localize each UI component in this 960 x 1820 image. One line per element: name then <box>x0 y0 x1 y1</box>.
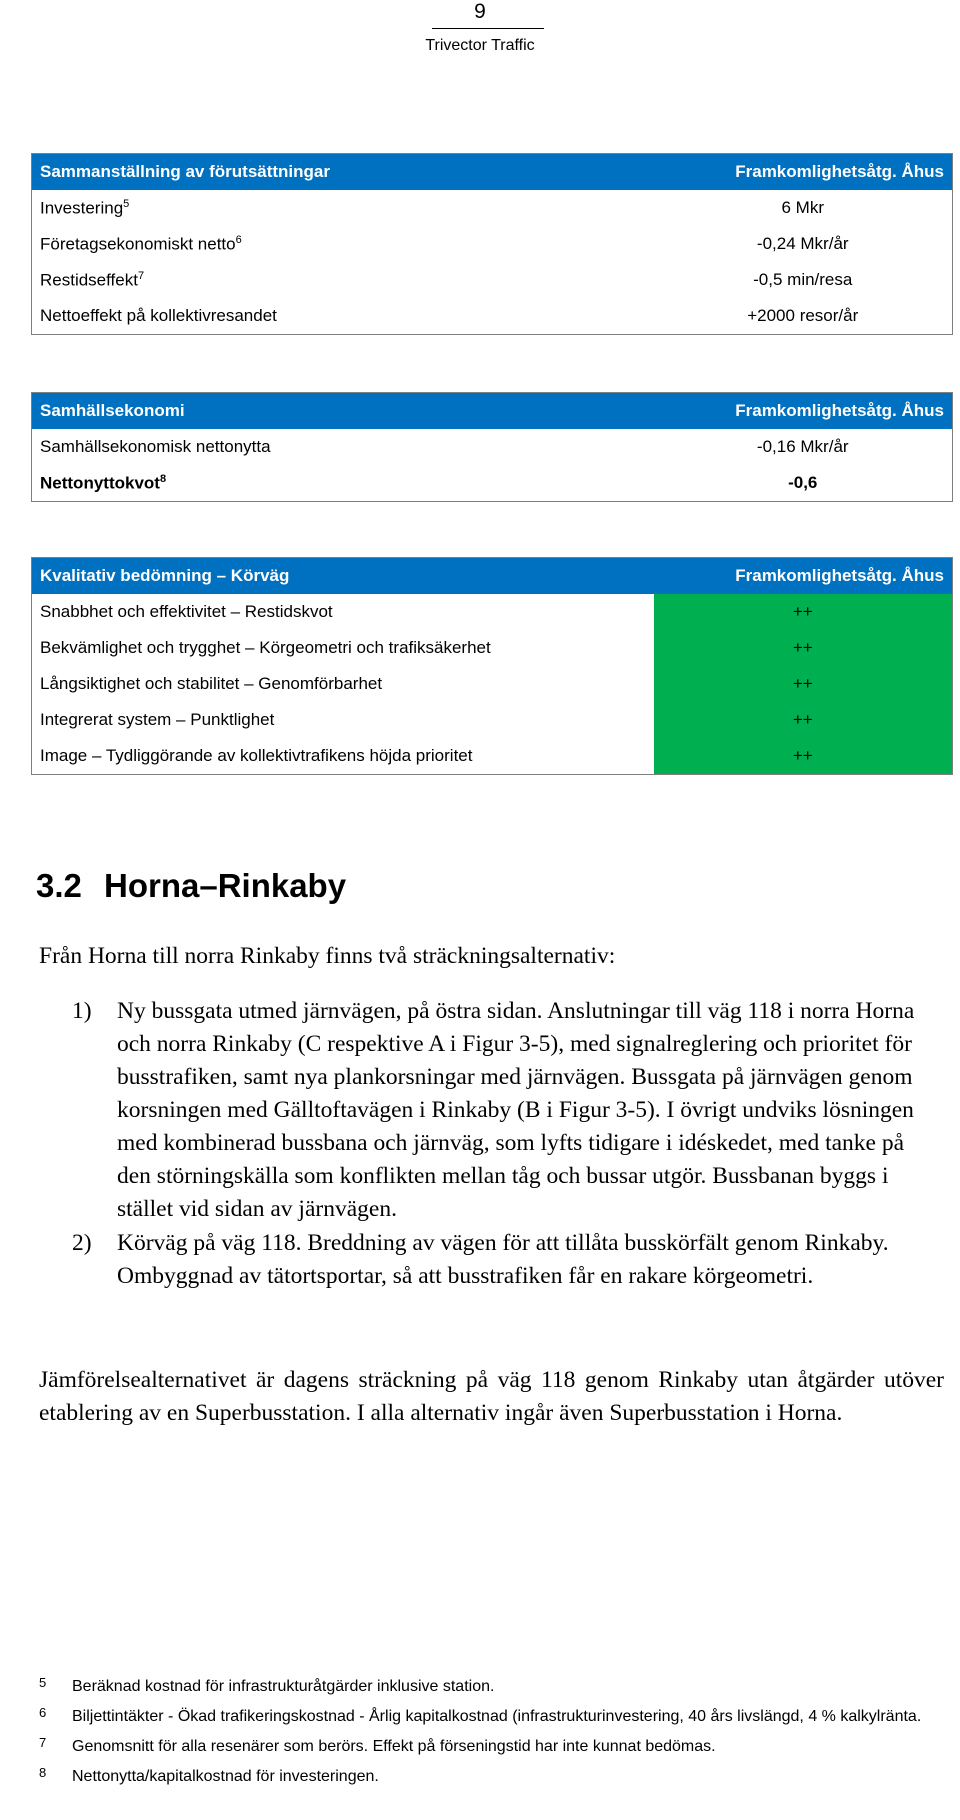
row-label: Investering$^5$ <box>40 197 130 218</box>
section-heading <box>36 866 346 906</box>
table-row <box>32 298 953 335</box>
table-row <box>32 666 953 702</box>
row-label: Image – Tydliggörande av kollektivtrafikens höjda prioritet <box>40 746 473 765</box>
row-value: -0,24 Mkr/år <box>756 234 849 253</box>
footnote-number: 7 <box>39 1735 47 1750</box>
list-item <box>72 1227 942 1293</box>
footnote-ref: 5 <box>123 197 130 210</box>
footnote-text: Genomsnitt för alla resenärer som berörs. Effekt på förseningstid har inte kunnat bedömas. <box>72 1738 716 1755</box>
footnote-text: Biljettintäkter - Ökad trafikeringskostnad - Årlig kapitalkostnad (infrastrukturinvestering, 40 års livslängd, 4 % kalkylränta. <box>72 1708 922 1725</box>
section-number: 3.2 <box>36 867 82 904</box>
alternatives-list <box>72 995 942 1293</box>
table-header-row <box>32 558 953 595</box>
table-header-label: Sammanställning av förutsättningar <box>32 154 654 191</box>
row-label: Restidseffekt$^7$ <box>40 269 145 290</box>
section-title: Horna–Rinkaby <box>104 867 347 904</box>
table-row <box>32 465 953 502</box>
footnote-number: 8 <box>39 1765 47 1780</box>
list-text: Körväg på väg 118. Breddning av vägen för att tillåta busskörfält genom Rinkaby. Ombyggnad av tätortsportar, så att busstrafiken får en rakare körgeometri. <box>117 1230 889 1289</box>
footnote <box>39 1736 944 1757</box>
table-header-row <box>32 154 953 191</box>
table-row <box>32 702 953 738</box>
row-value: +2000 resor/år <box>747 306 859 325</box>
page-number: 9 <box>474 0 486 23</box>
qualitative-table <box>31 557 953 775</box>
table-row <box>32 738 953 775</box>
table-row <box>32 226 953 262</box>
table-row <box>32 630 953 666</box>
row-label: Snabbhet och effektivitet – Restidskvot <box>40 602 333 621</box>
footnote-ref: 7 <box>137 269 145 282</box>
footnote-number: 6 <box>39 1705 47 1720</box>
table-header-column: Framkomlighetsåtg. Åhus <box>654 393 953 430</box>
row-label: Företagsekonomiskt netto$^6$ <box>40 233 242 254</box>
summary-table <box>31 153 953 335</box>
table-header-column: Framkomlighetsåtg. Åhus <box>654 558 953 595</box>
table-row <box>32 594 953 630</box>
footnote-number: 5 <box>39 1675 47 1690</box>
rating-cell: ++ <box>654 738 953 775</box>
footnote <box>39 1676 944 1697</box>
list-text: Ny bussgata utmed järnvägen, på östra sidan. Anslutningar till väg 118 i norra Horna och norra Rinkaby (C respektive A i Figur 3-5), med signalreglering och prioritet för busstrafiken, samt nya plankorsningar med järnvägen. Bussgata på järnvägen genom korsningen med Gälltoftavägen i Rinkaby (B i Figur 3-5). I övrigt undviks lösningen med kombinerad bussbana och järnväg, som lyfts tidigare i idéskedet, med tanke på den störningskälla som konflikten mellan tåg och bussar utgör. Bussbanan byggs i stället vid sidan av järnvägen. <box>117 998 915 1222</box>
row-label: Långsiktighet och stabilitet – Genomförbarhet <box>40 674 383 693</box>
rating-cell: ++ <box>654 594 953 630</box>
row-value: -0,5 min/resa <box>753 270 853 289</box>
list-item <box>72 995 942 1226</box>
footnote <box>39 1706 944 1727</box>
footnote-text: Beräknad kostnad för infrastrukturåtgärder inklusive station. <box>72 1678 495 1695</box>
table-row <box>32 190 953 226</box>
table-header-label: Kvalitativ bedömning – Körväg <box>32 558 654 595</box>
table-row <box>32 262 953 298</box>
table-header-label: Samhällsekonomi <box>32 393 654 430</box>
row-label: Integrerat system – Punktlighet <box>40 710 275 729</box>
intro-paragraph: Från Horna till norra Rinkaby finns två sträckningsalternativ: <box>39 943 616 969</box>
row-label: Samhällsekonomisk nettonytta <box>40 437 271 456</box>
footnote-text: Nettonytta/kapitalkostnad för investeringen. <box>72 1768 379 1785</box>
row-value: -0,6 <box>788 473 818 492</box>
footnotes <box>39 1676 944 1796</box>
socioeconomic-table <box>31 392 953 502</box>
header-rule <box>432 28 544 29</box>
list-number: 2) <box>72 1230 92 1256</box>
table-header-row <box>32 393 953 430</box>
rating-cell: ++ <box>654 630 953 666</box>
row-value: -0,16 Mkr/år <box>756 437 849 456</box>
row-label: Nettoeffekt på kollektivresandet <box>40 306 277 325</box>
rating-cell: ++ <box>654 702 953 738</box>
row-label: Bekvämlighet och trygghet – Körgeometri och trafiksäkerhet <box>40 638 491 657</box>
footnote-ref: 8 <box>159 472 167 485</box>
list-number: 1) <box>72 998 92 1024</box>
row-value: 6 Mkr <box>781 198 824 217</box>
table-header-column: Framkomlighetsåtg. Åhus <box>654 154 953 191</box>
table-row <box>32 429 953 465</box>
row-label: Nettonyttokvot$^8$ <box>40 472 167 493</box>
company-name: Trivector Traffic <box>425 37 535 54</box>
footnote-ref: 6 <box>235 233 242 246</box>
rating-cell: ++ <box>654 666 953 702</box>
comparison-paragraph: Jämförelsealternativet är dagens sträckning på väg 118 genom Rinkaby utan åtgärder utöver etablering av en Superbusstation. I alla alternativ ingår även Superbusstation i Horna. <box>39 1367 944 1426</box>
footnote <box>39 1766 944 1787</box>
